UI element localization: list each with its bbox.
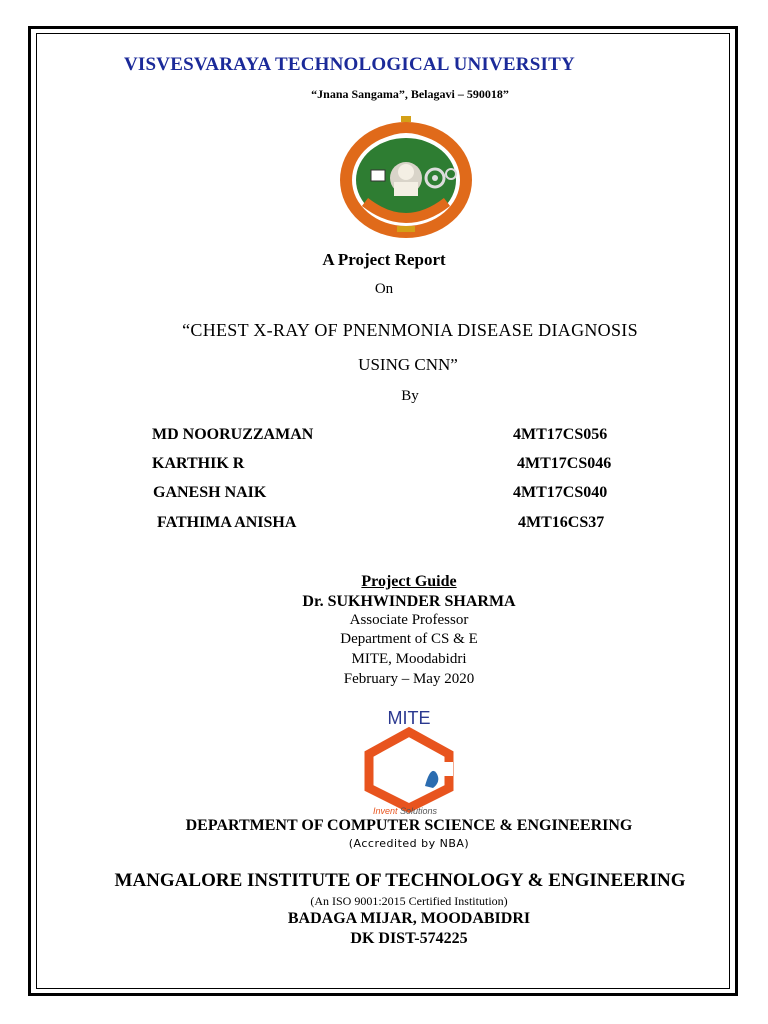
student-usn: 4MT17CS046 [517, 455, 612, 472]
mite-logo [345, 704, 473, 816]
guide-designation: Associate Professor [349, 612, 469, 628]
student-name: KARTHIK R [152, 455, 245, 472]
svg-text:Invent Solutions: Invent Solutions [372, 806, 438, 816]
accreditation: (Accredited by NBA) [348, 837, 470, 850]
vtu-logo [335, 114, 477, 244]
department-name: DEPARTMENT OF COMPUTER SCIENCE & ENGINEERING [185, 817, 633, 834]
address-line1: BADAGA MIJAR, MOODABIDRI [287, 910, 531, 927]
on-label: On [374, 281, 394, 297]
guide-institution: MITE, Moodabidri [351, 651, 467, 667]
by-label: By [401, 388, 419, 404]
institute-name: MANGALORE INSTITUTE OF TECHNOLOGY & ENGINEERING [114, 870, 686, 891]
student-name: FATHIMA ANISHA [157, 514, 297, 531]
project-title-line1: “CHEST X-RAY OF PNENMONIA DISEASE DIAGNOSIS [182, 320, 638, 340]
report-type: A Project Report [322, 250, 446, 269]
guide-period: February – May 2020 [343, 671, 475, 687]
student-usn: 4MT16CS37 [518, 514, 605, 531]
guide-heading: Project Guide [361, 573, 457, 590]
svg-text:MITE: MITE [387, 708, 431, 728]
iso-certification: (An ISO 9001:2015 Certified Institution) [310, 894, 508, 908]
guide-department: Department of CS & E [340, 631, 478, 647]
student-usn: 4MT17CS040 [513, 484, 608, 501]
address-line2: DK DIST-574225 [350, 930, 468, 947]
university-name: VISVESVARAYA TECHNOLOGICAL UNIVERSITY [124, 54, 575, 75]
student-name: MD NOORUZZAMAN [152, 426, 314, 443]
student-name: GANESH NAIK [153, 484, 267, 501]
guide-name: Dr. SUKHWINDER SHARMA [302, 593, 516, 610]
university-address: “Jnana Sangama”, Belagavi – 590018” [311, 87, 509, 101]
student-usn: 4MT17CS056 [513, 426, 608, 443]
project-title-line2: USING CNN” [358, 355, 458, 374]
